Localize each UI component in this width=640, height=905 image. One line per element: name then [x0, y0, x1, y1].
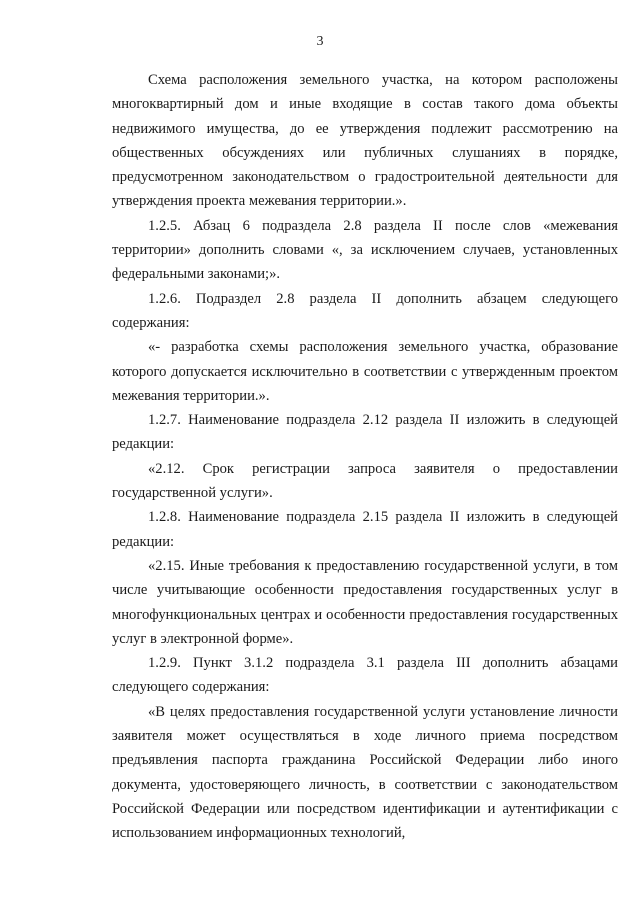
- paragraph-quote-2-12: «2.12. Срок регистрации запроса заявителя о предоставлении государственной услуги».: [112, 460, 618, 502]
- document-body: [112, 68, 618, 846]
- paragraph-quote-2-15: «2.15. Иные требования к предоставлению государственной услуги, в том числе учитывающие особенности предоставления государственных услуг в многофункциональных центрах и особенности предоставления государственных услуг в электронной форме».: [112, 557, 618, 647]
- paragraph-continuation: Схема расположения земельного участка, на котором расположены многоквартирный дом и иные входящие в состав такого дома объекты недвижимого имущества, до ее утверждения подлежит рассмотрению на общественных обсуждениях или публичных слушаниях в порядке, предусмотренном законодательством о градостроительной деятельности для утверждения проекта межевания территории.».: [112, 72, 618, 210]
- paragraph-quote-identity: «В целях предоставления государственной услуги установление личности заявителя может осуществляться в ходе личного приема посредством предъявления паспорта гражданина Российской Федерации либо иного документа, удостоверяющего личность, в соответствии с законодательством Российской Федерации или посредством идентификации и аутентификации с использованием информационных технологий,: [112, 703, 618, 842]
- paragraph-1-2-8: 1.2.8. Наименование подраздела 2.15 раздела II изложить в следующей редакции:: [112, 509, 618, 550]
- paragraph-quote-development: «- разработка схемы расположения земельного участка, образование которого допускается исключительно в соответствии с утвержденным проектом межевания территории.».: [112, 339, 618, 404]
- page-number: 3: [316, 34, 324, 49]
- paragraph-1-2-6: 1.2.6. Подраздел 2.8 раздела II дополнить абзацем следующего содержания:: [112, 290, 618, 331]
- paragraph-1-2-7: 1.2.7. Наименование подраздела 2.12 раздела II изложить в следующей редакции:: [112, 412, 618, 453]
- paragraph-1-2-5: 1.2.5. Абзац 6 подраздела 2.8 раздела II после слов «межевания территории» дополнить словами «, за исключением случаев, установленных федеральными законами;».: [112, 217, 618, 283]
- paragraph-1-2-9: 1.2.9. Пункт 3.1.2 подраздела 3.1 раздела III дополнить абзацами следующего содержания:: [112, 655, 618, 696]
